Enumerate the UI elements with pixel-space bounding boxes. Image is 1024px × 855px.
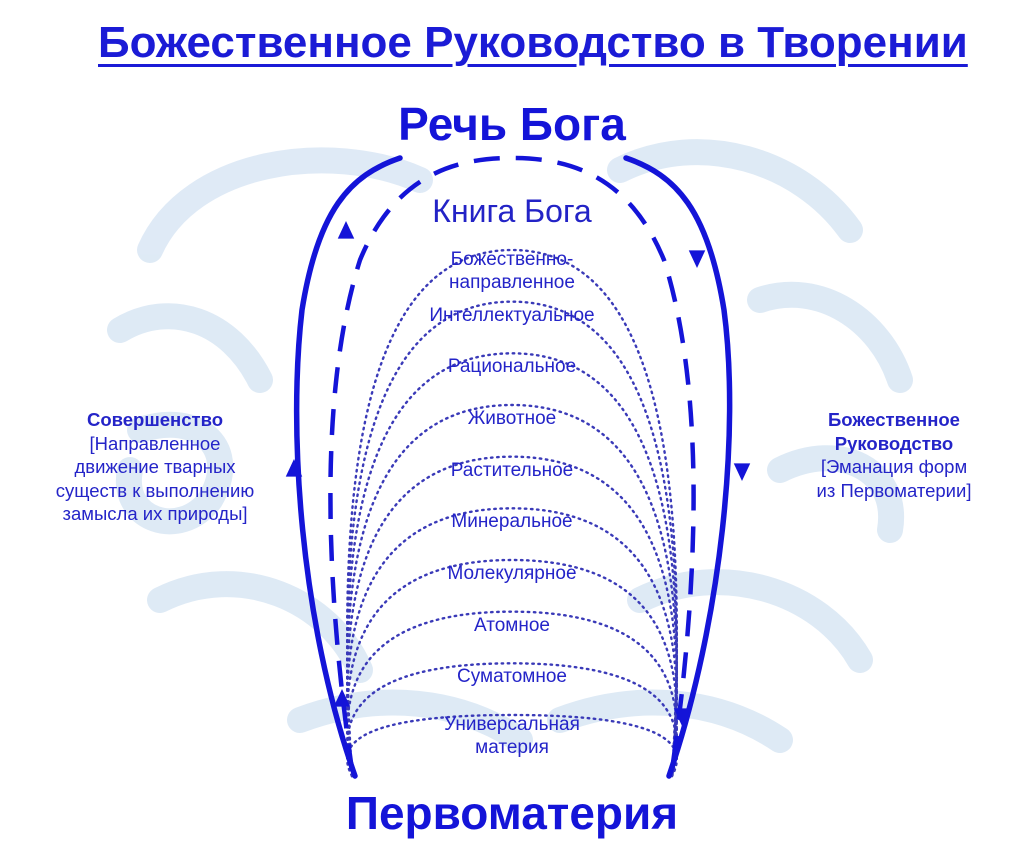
bottom-label: Первоматерия [345, 787, 679, 839]
level-label [392, 665, 632, 688]
level-label-line: Божественно- [450, 249, 574, 270]
top-label: Речь Бога [398, 98, 626, 150]
left-note-line: [Направленное [89, 432, 221, 454]
left-note [10, 408, 300, 526]
level-label [392, 248, 632, 294]
level-label-line: Суматомное [457, 666, 567, 688]
right-note-line: из Первоматерии] [816, 479, 972, 501]
level-label [392, 713, 632, 759]
left-note-line: замысла их природы] [62, 503, 248, 524]
level-label-line: Минеральное [451, 511, 573, 533]
inner-label: Книга Бога [432, 193, 592, 229]
level-label-line: Рациональное [447, 356, 577, 378]
level-label [392, 304, 632, 327]
level-label-line: материя [475, 737, 549, 758]
level-label [392, 510, 632, 533]
left-note-line: движение тварных [74, 456, 236, 477]
level-label [392, 407, 632, 430]
level-label-line: Атомное [474, 614, 550, 636]
level-label [392, 355, 632, 378]
left-note-heading: Совершенство [86, 409, 224, 430]
left-note-line: существ к выполнению [55, 479, 255, 501]
level-label [392, 614, 632, 637]
right-note [772, 408, 1016, 502]
arrow-down-icon [734, 463, 751, 481]
right-note-heading: Руководство [834, 432, 954, 454]
level-label-line: Интеллектуальное [429, 304, 595, 326]
level-label-line: Молекулярное [447, 563, 577, 584]
level-label-line: направленное [449, 272, 575, 293]
right-note-heading: Божественное [828, 409, 960, 430]
arrow-up-icon [338, 221, 355, 239]
level-label [392, 562, 632, 585]
right-note-line: [Эманация форм [820, 456, 968, 477]
level-label-line: Растительное [450, 459, 574, 481]
level-label [392, 459, 632, 482]
page-title: Божественное Руководство в Творении [98, 18, 968, 67]
level-label-line: Животное [467, 408, 557, 429]
arrow-down-icon [689, 250, 706, 268]
level-label-line: Универсальная [444, 714, 580, 735]
